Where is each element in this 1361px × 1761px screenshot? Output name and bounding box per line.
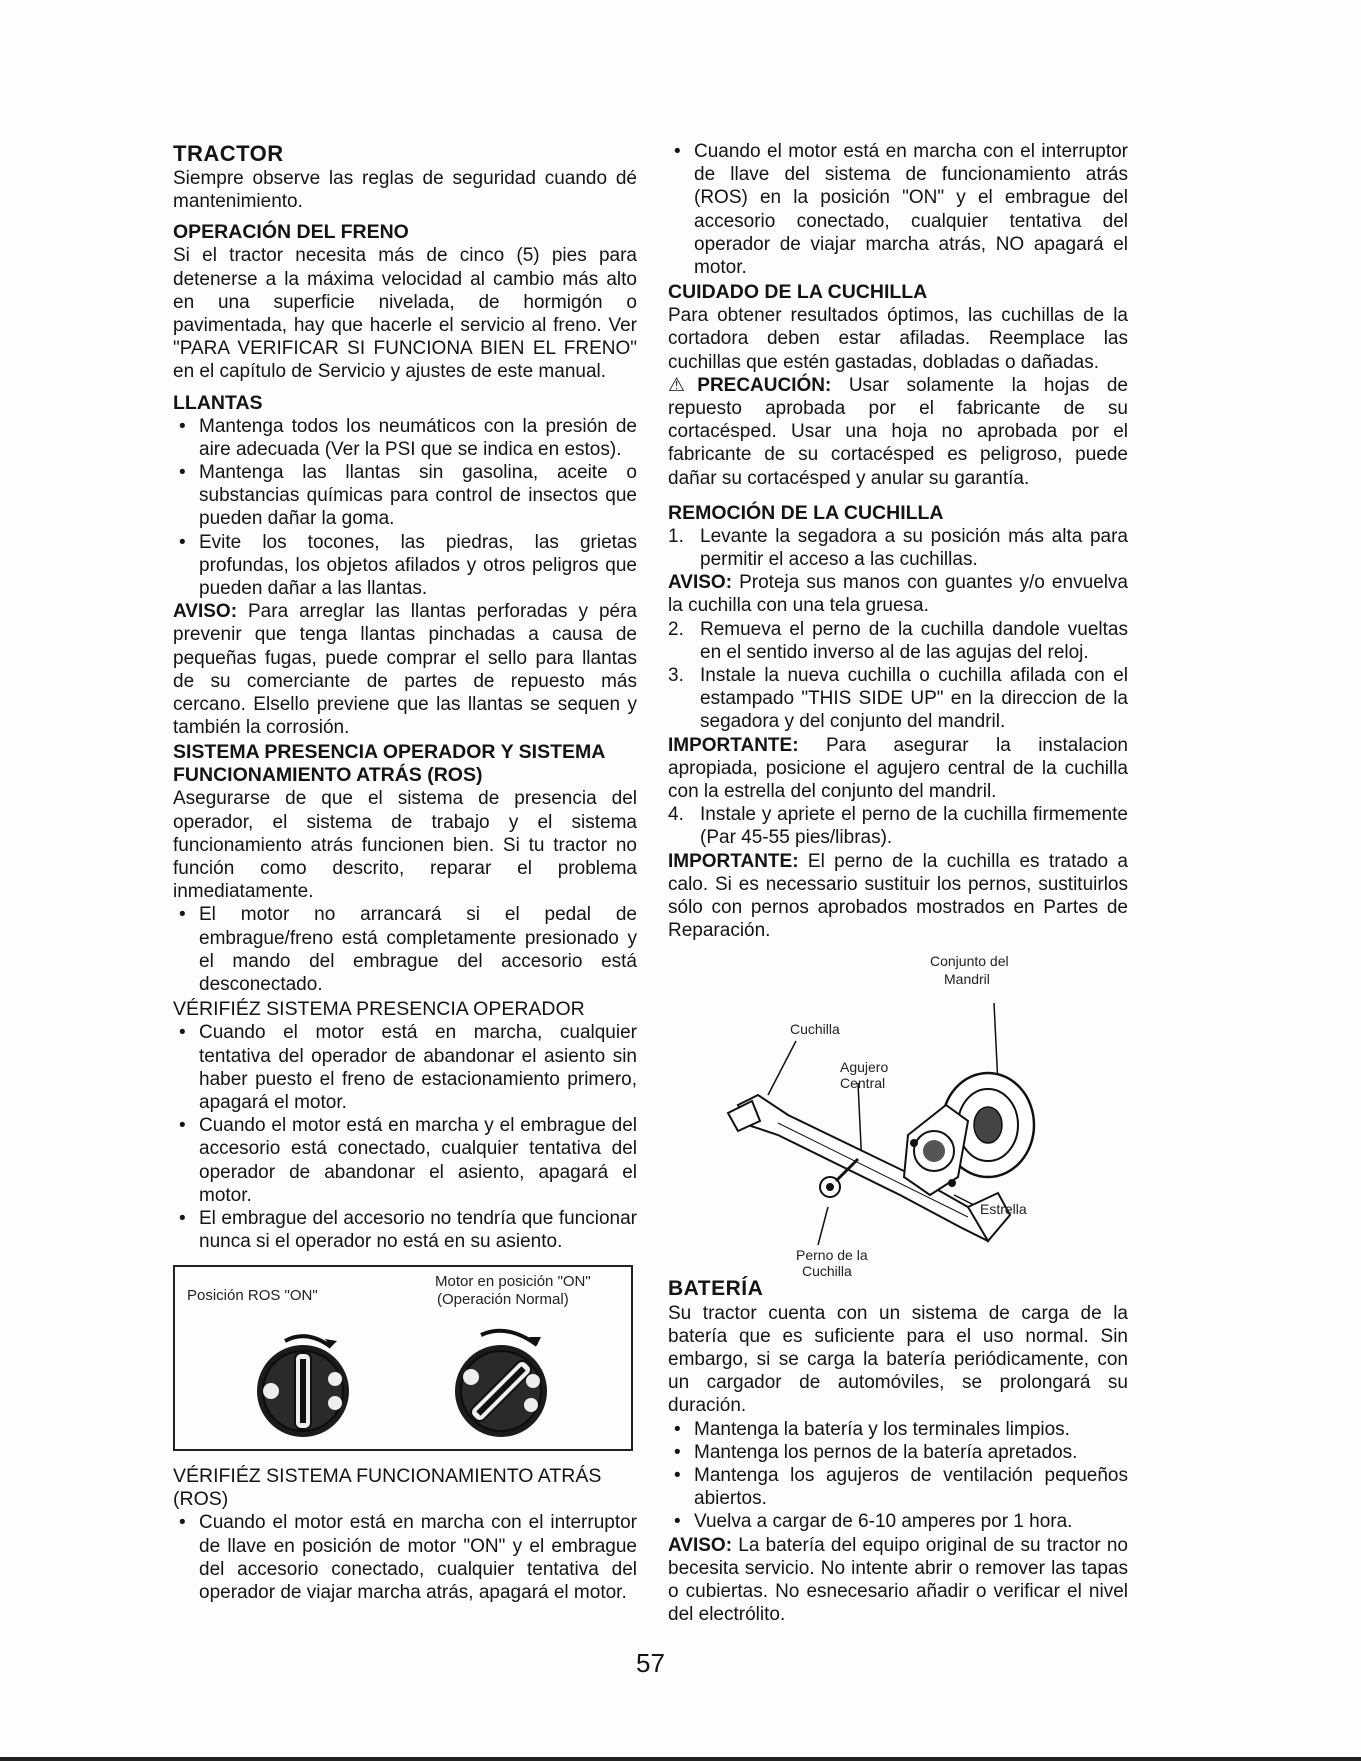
- list-item: • Vuelva a cargar de 6-10 amperes por 1 hora.: [668, 1510, 1128, 1533]
- ros-on-label: Posición ROS "ON": [187, 1287, 318, 1305]
- important-paragraph-2: [668, 850, 1128, 943]
- list-item: 2. Remueva el perno de la cuchilla dandole vueltas en el sentido inverso al de las agujas del reloj.: [668, 618, 1128, 663]
- list-item: • El embrague del accesorio no tendría que funcionar nunca si el operador no está en su asiento.: [173, 1207, 637, 1253]
- list-item: • Evite los tocones, las piedras, las grietas profundas, los objetos afilados y otros peligros que pueden dañar a las llantas.: [173, 531, 637, 601]
- verify-operator-heading: VÉRIFIÉZ SISTEMA PRESENCIA OPERADOR: [173, 998, 585, 1021]
- motor-key-switch-icon: [437, 1315, 567, 1445]
- important-text: Para asegurar la instalacion apropiada, posicione el agujero central de la cuchilla con la estrella del conjunto del mandril.: [668, 734, 1128, 803]
- list-item: • Cuando el motor está en marcha con el interruptor de llave del sistema de funcionamiento atrás (ROS) en la posición "ON" y el embrague del accesorio conectado, cualquier tentativa del operador de viajar marcha atrás, NO apagará el motor.: [668, 140, 1128, 279]
- tires-list: [173, 415, 637, 601]
- caution-text: Usar solamente la hojas de repuesto aprobada por el fabricante de su cortacésped. Usar una hoja no aprobada por el fabricante de su cortacésped es peligroso, puede dañar su cortacésped y anular su garantía.: [668, 374, 1128, 489]
- list-item: • Mantenga los pernos de la batería apretados.: [668, 1441, 1128, 1464]
- notice-text: Para arreglar las llantas perforadas y péra prevenir que tenga llantas pinchadas a causa de pequeñas fugas, puede comprar el sello para llantas de su comerciante de partes de repuesto más cercano. Elsello previene que las llantas se sequen y también la corrosión.: [173, 601, 637, 739]
- diagram-label-bolt-1: Perno de la: [796, 1246, 868, 1263]
- motor-on-label: Motor en posición "ON": [435, 1273, 591, 1291]
- removal-notice: [668, 571, 1128, 617]
- list-item: 3. Instale la nueva cuchilla o cuchilla afilada con el estampado "THIS SIDE UP" en la direccion de la segadora y del conjunto del mandril.: [668, 665, 1128, 733]
- notice-lead: AVISO:: [173, 601, 238, 623]
- battery-list: [668, 1418, 1128, 1534]
- diagram-label-star: Estrella: [980, 1200, 1027, 1217]
- list-item: • Mantenga los agujeros de ventilación pequeños abiertos.: [668, 1464, 1128, 1510]
- important-lead: IMPORTANTE:: [668, 850, 799, 872]
- removal-steps-2: [668, 618, 1128, 734]
- list-item: • Mantenga la batería y los terminales limpios.: [668, 1418, 1128, 1441]
- blade-diagram: [668, 945, 1128, 1279]
- diagram-label-spindle-2: Mandril: [944, 970, 990, 987]
- right-column: [668, 140, 1128, 1626]
- list-item: • Cuando el motor está en marcha, cualquier tentativa del operador de abandonar el asiento sin haber puesto el freno de estacionamiento primero, apagará el motor.: [173, 1021, 637, 1114]
- battery-notice: [668, 1534, 1128, 1627]
- normal-operation-label: (Operación Normal): [437, 1291, 569, 1309]
- list-item: • Mantenga todos los neumáticos con la presión de aire adecuada (Ver la PSI que se indica en estos).: [173, 415, 637, 461]
- list-item: 1. Levante la segadora a su posición más alta para permitir el acceso a las cuchillas.: [668, 525, 1128, 571]
- brake-heading: OPERACIÓN DEL FRENO: [173, 221, 409, 244]
- tires-heading: LLANTAS: [173, 391, 263, 414]
- ros-list: [173, 903, 637, 996]
- battery-paragraph: Su tractor cuenta con un sistema de carga de la batería que es suficiente para el uso normal. Sin embargo, si se carga la batería periódicamente, con un cargador de automóviles, se prolongará su duración.: [668, 1302, 1128, 1417]
- warning-icon: ⚠: [668, 374, 698, 396]
- page-number: 57: [636, 1648, 665, 1678]
- tractor-intro: Siempre observe las reglas de seguridad cuando dé mantenimiento.: [173, 168, 637, 213]
- notice-text: Proteja sus manos con guantes y/o envuelva la cuchilla con una tela gruesa.: [668, 572, 1128, 617]
- verify-reverse-list: [173, 1511, 637, 1604]
- removal-steps-3: [668, 803, 1128, 849]
- ros-paragraph: Asegurarse de que el sistema de presencia del operador, el sistema de trabajo y el sistema funcionamiento atrás funcionen bien. Si tu tractor no función como descrito, reparar el problema inmediatamente.: [173, 788, 637, 903]
- tractor-heading: TRACTOR: [173, 141, 284, 166]
- ros-key-switch-icon: [245, 1319, 365, 1444]
- diagram-label-bolt-2: Cuchilla: [802, 1262, 852, 1279]
- important-lead: IMPORTANTE:: [668, 734, 799, 756]
- notice-lead: AVISO:: [668, 1534, 733, 1556]
- battery-heading: BATERÍA: [668, 1276, 764, 1300]
- caution-paragraph: [668, 374, 1128, 490]
- diagram-label-center-hole-2: Central: [840, 1074, 886, 1091]
- notice-text: La batería del equipo original de su tractor no becesita servicio. No intente abrir o remover las tapas o cubiertas. No esnecesario añadir o verificar el nivel del electrólito.: [668, 1534, 1128, 1626]
- ros-continued-list: [668, 140, 1128, 279]
- list-item: • El motor no arrancará si el pedal de embrague/freno está completamente presionado y el mando del embrague del accesorio está desconectado.: [173, 903, 637, 996]
- diagram-label-spindle-1: Conjunto del: [930, 952, 1009, 969]
- list-item: 4. Instale y apriete el perno de la cuchilla firmemente (Par 45-55 pies/libras).: [668, 804, 1128, 849]
- tires-notice: [173, 600, 637, 739]
- verify-reverse-heading: VÉRIFIÉZ SISTEMA FUNCIONAMIENTO ATRÁS (ROS): [173, 1465, 602, 1511]
- blade-care-heading: CUIDADO DE LA CUCHILLA: [668, 281, 928, 304]
- ros-switch-panel: [173, 1265, 633, 1451]
- ros-heading: SISTEMA PRESENCIA OPERADOR Y SISTEMA FUNCIONAMIENTO ATRÁS (ROS): [173, 741, 605, 787]
- list-item: • Cuando el motor está en marcha con el interruptor de llave en posición de motor "ON" y el embrague del accesorio conectado, cualquier tentativa del operador de viajar marcha atrás, apagará el motor.: [173, 1511, 637, 1604]
- caution-lead: PRECAUCIÓN:: [697, 374, 832, 396]
- verify-operator-list: [173, 1021, 637, 1253]
- diagram-label-center-hole-1: Agujero: [840, 1058, 889, 1075]
- removal-steps-1: [668, 525, 1128, 571]
- important-text: El perno de la cuchilla es tratado a calo. Si es necessario sustituir los pernos, sustituirlos sólo con pernos aprobados mostrados en Partes de Reparación.: [668, 850, 1128, 942]
- page-edge: [0, 1757, 1361, 1761]
- list-item: • Cuando el motor está en marcha y el embrague del accesorio está conectado, cualquier tentativa del operador de abandonar el asiento, apagará el motor.: [173, 1114, 637, 1207]
- brake-paragraph: Si el tractor necesita más de cinco (5) pies para detenerse a la máxima velocidad al cambio más alto en una superficie nivelada, de hormigón o pavimentada, hay que hacerle el servicio al freno. Ver "PARA VERIFICAR SI FUNCIONA BIEN EL FRENO" en el capítulo de Servicio y ajustes de este manual.: [173, 245, 637, 383]
- notice-lead: AVISO:: [668, 572, 733, 594]
- important-paragraph-1: [668, 734, 1128, 804]
- blade-removal-heading: REMOCIÓN DE LA CUCHILLA: [668, 501, 944, 524]
- left-column: [173, 140, 637, 1604]
- diagram-label-blade: Cuchilla: [790, 1020, 840, 1037]
- blade-care-paragraph: Para obtener resultados óptimos, las cuchillas de la cortadora deben estar afiladas. Reemplace las cuchillas que estén gastadas, dobladas o dañadas.: [668, 305, 1128, 373]
- blade-assembly-illustration: [668, 945, 1128, 1275]
- list-item: • Mantenga las llantas sin gasolina, aceite o substancias químicas para control de insectos que pueden dañar la goma.: [173, 461, 637, 531]
